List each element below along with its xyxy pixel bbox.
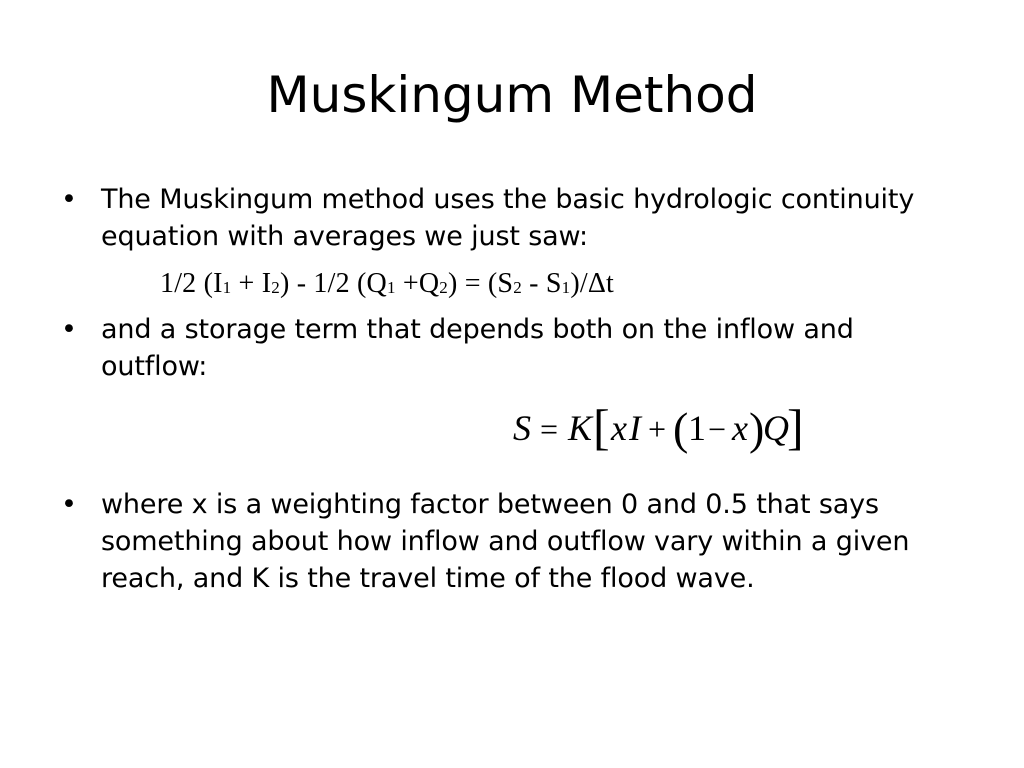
storage-equation [513, 398, 813, 458]
eq-part: 1/2 (I [160, 268, 223, 299]
eq-symbol-minus: − [708, 411, 727, 447]
bullet-text: where x is a weighting factor between 0 and 0.5 that says something about how inflow and outflow vary within a given reach, and K is the travel time of the flood wave. [101, 489, 910, 594]
eq-symbol-one: 1 [688, 408, 706, 448]
eq-left-paren: ( [673, 403, 689, 454]
eq-part: - S [521, 268, 562, 299]
bullet-dot-icon: • [61, 314, 77, 345]
eq-subscript: 1 [386, 278, 396, 297]
eq-symbol-s: S [513, 408, 531, 448]
continuity-equation [160, 266, 614, 305]
eq-symbol-plus: + [648, 411, 667, 447]
bullet-dot-icon: • [61, 184, 77, 215]
eq-right-bracket: ] [787, 399, 804, 455]
eq-part: )/Δt [570, 268, 615, 299]
eq-subscript: 1 [561, 278, 571, 297]
eq-part: ) - 1/2 (Q [279, 268, 387, 299]
eq-part: +Q [395, 268, 440, 299]
eq-symbol-i: I [629, 408, 641, 448]
bullet-dot-icon: • [61, 489, 77, 520]
eq-symbol-x2: x [732, 408, 748, 448]
eq-part: + I [231, 268, 272, 299]
eq-symbol-q: Q [763, 408, 789, 448]
eq-symbol-k: K [568, 408, 593, 448]
eq-symbol-equals: = [540, 411, 559, 447]
slide-title: Muskingum Method [266, 66, 758, 124]
eq-left-bracket: [ [593, 399, 610, 455]
eq-subscript: 2 [513, 278, 522, 297]
eq-subscript: 2 [439, 278, 448, 297]
eq-symbol-x: x [611, 408, 627, 448]
eq-right-paren: ) [749, 403, 765, 454]
eq-part: ) = (S [447, 268, 514, 299]
storage-equation-svg [513, 398, 813, 458]
eq-subscript: 1 [222, 278, 232, 297]
bullet-text: The Muskingum method uses the basic hydrologic continuity equation with averages we just saw: [101, 184, 915, 252]
eq-subscript: 2 [271, 278, 280, 297]
bullet-text: and a storage term that depends both on the inflow and outflow: [101, 314, 854, 382]
